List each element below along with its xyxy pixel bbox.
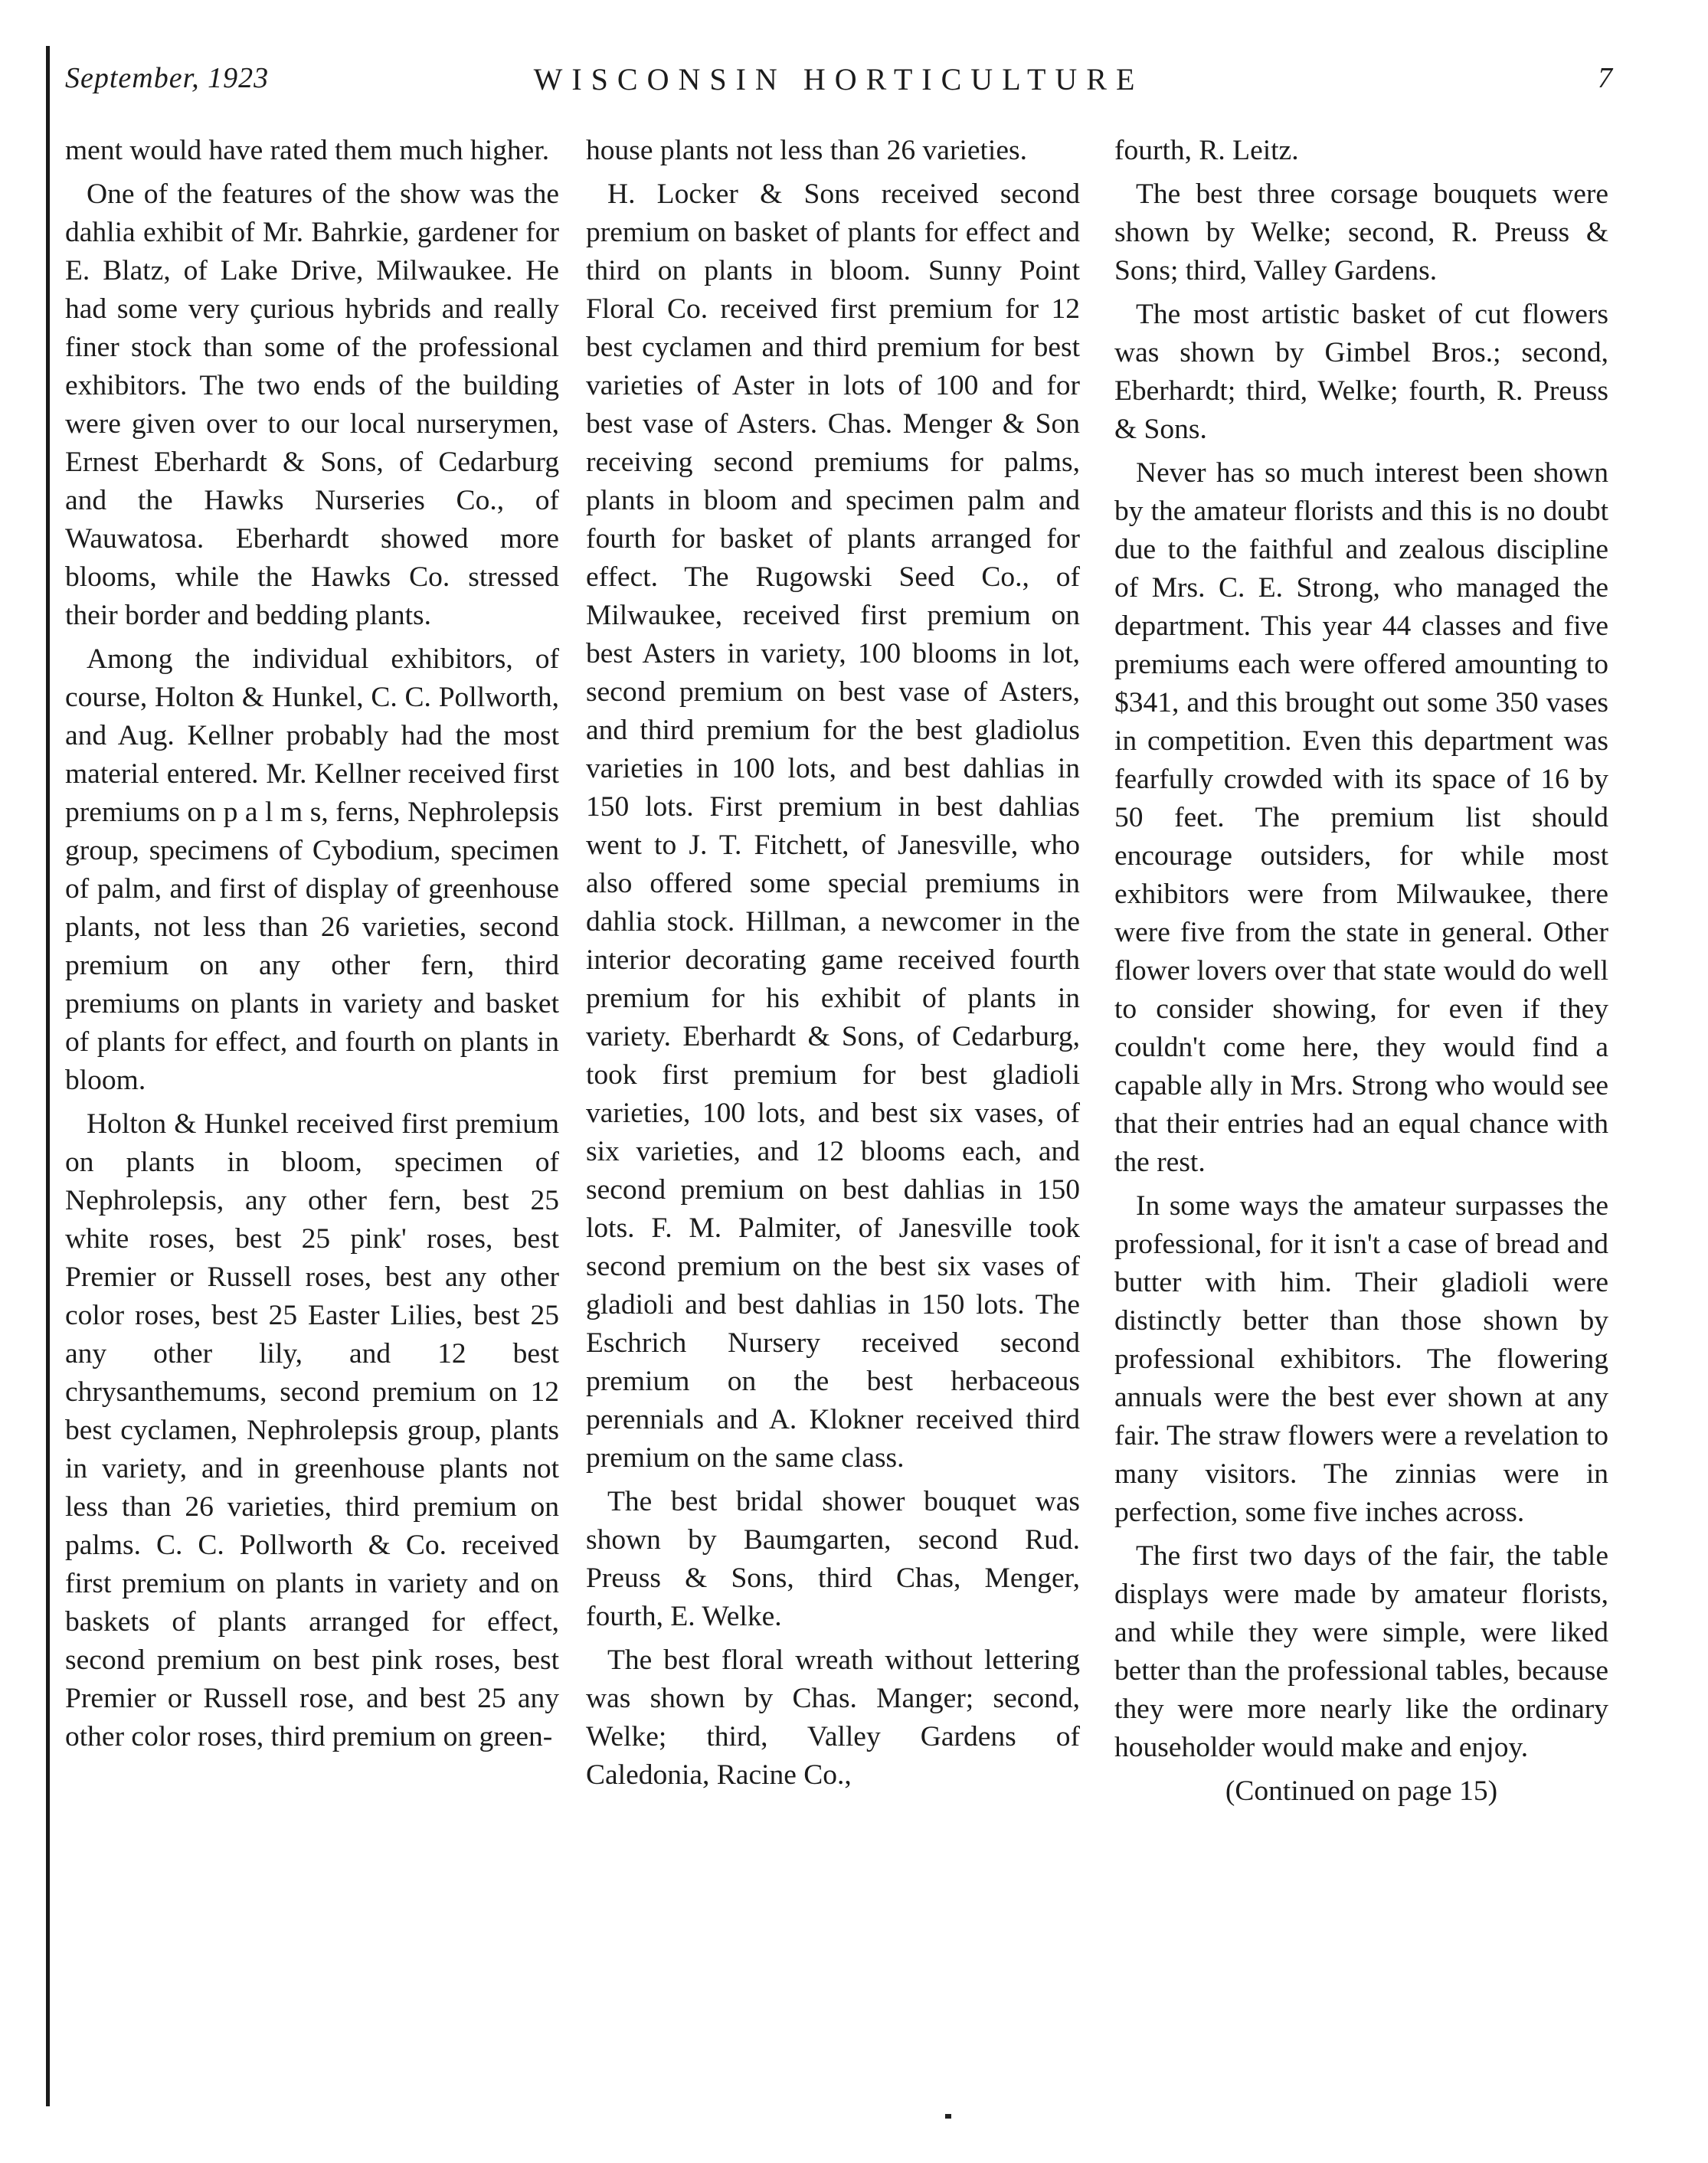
paragraph: The first two days of the fair, the table displays were made by amateur florists, and while they were simple, were liked better than the professional tables, because they were more nearly like the ordinary householder would make and enjoy. xyxy=(1114,1540,1608,1763)
paragraph: The most artistic basket of cut flowers was shown by Gimbel Bros.; second, Eberhardt; third, Welke; fourth, R. Preuss & Sons. xyxy=(1114,299,1608,445)
running-header xyxy=(65,61,1612,115)
paragraph: In some ways the amateur surpasses the professional, for it isn't a case of bread and butter with him. Their gladioli were distinctly better than those shown by professional exhibitors. The flowering annuals were the best ever shown at any fair. The straw flowers were a revelation to many visitors. The zinnias were in perfection, some five inches across. xyxy=(1114,1190,1608,1528)
text-column-1 xyxy=(65,132,559,1762)
text-column-2 xyxy=(586,132,1080,1800)
paragraph: One of the features of the show was the dahlia exhibit of Mr. Bahrkie, gardener for E. Blatz, of Lake Drive, Milwaukee. He had some very çurious hybrids and really finer stock than some of the professional exhibitors. The two ends of the building were given over to our local nurserymen, Ernest Eberhardt & Sons, of Cedarburg and the Hawks Nurseries Co., of Wauwatosa. Eberhardt showed more blooms, while the Hawks Co. stressed their border and bedding plants. xyxy=(65,178,559,631)
paragraph: fourth, R. Leitz. xyxy=(1114,135,1299,166)
paragraph: H. Locker & Sons received second premium on basket of plants for effect and third on plants in bloom. Sunny Point Floral Co. received first premium for 12 best cyclamen and third premium for best varieties of Aster in lots of 100 and for best vase of Asters. Chas. Menger & Son receiving second premiums for palms, plants in bloom and specimen palm and fourth for basket of plants arranged for effect. The Rugowski Seed Co., of Milwaukee, received first premium on best Asters in variety, 100 blooms in lot, second premium on best vase of Asters, and third premium for the best gladiolus varieties in 100 lots, and best dahlias in 150 lots. First premium in best dahlias went to J. T. Fitchett, of Janesville, who also offered some special premiums in dahlia stock. Hillman, a newcomer in the interior decorating game received fourth premium for his exhibit of plants in variety. Eberhardt & Sons, of Cedarburg, took first premium for best gladioli varieties, 100 lots, and best six vases, of six varieties, and 12 blooms each, and second premium on best dahlias in 150 lots. F. M. Palmiter, of Janesville took second premium on the best six vases of gladioli and best dahlias in 150 lots. The Eschrich Nursery received second premium on the best herbaceous perennials and A. Klokner received third premium on the same class. xyxy=(586,178,1080,1474)
paragraph: house plants not less than 26 varieties. xyxy=(586,135,1027,166)
paragraph: Never has so much interest been shown by the amateur florists and this is no doubt due to the faithful and zealous discipline of Mrs. C. E. Strong, who managed the department. This year 44 classes and five premiums each were offered amounting to $341, and this brought out some 350 vases in competition. Even this department was fearfully crowded with its space of 16 by 50 feet. The premium list should encourage outsiders, for while most exhibitors were from Milwaukee, there were five from the state in general. Other flower lovers over that state would do well to consider showing, for even if they couldn't come here, they would find a capable ally in Mrs. Strong who would see that their entries had an equal chance with the rest. xyxy=(1114,457,1608,1178)
paragraph: Among the individual exhibitors, of course, Holton & Hunkel, C. C. Pollworth, and Aug. Kellner probably had the most material entered. Mr. Kellner received first premiums on p a l m s, ferns, Nephrolepsis group, specimens of Cybodium, specimen of palm, and first of display of greenhouse plants, not less than 26 varieties, second premium on any other fern, third premiums on plants in variety and basket of plants for effect, and fourth on plants in bloom. xyxy=(65,643,559,1096)
paragraph: ment would have rated them much higher. xyxy=(65,135,550,166)
print-mark xyxy=(945,2114,951,2119)
continued-note: (Continued on page 15) xyxy=(1225,1775,1498,1807)
paragraph: Holton & Hunkel received first premium on plants in bloom, specimen of Nephrolepsis, any other fern, best 25 white roses, best 25 pink' roses, best Premier or Russell roses, best any other color roses, best 25 Easter Lilies, best 25 any other lily, and 12 best chrysanthemums, second premium on 12 best cyclamen, Nephrolepsis group, plants in variety, and in greenhouse plants not less than 26 varieties, third premium on palms. C. C. Pollworth & Co. received first premium on plants in variety and on baskets of plants arranged for effect, second premium on best pink roses, best Premier or Russell rose, and best 25 any other color roses, third premium on green- xyxy=(65,1108,559,1752)
paragraph: The best three corsage bouquets were shown by Welke; second, R. Preuss & Sons; third, Valley Gardens. xyxy=(1114,178,1608,286)
page-number: 7 xyxy=(1598,62,1612,94)
paragraph: The best bridal shower bouquet was shown by Baumgarten, second Rud. Preuss & Sons, third Chas, Menger, fourth, E. Welke. xyxy=(586,1486,1080,1632)
page-margin-rule xyxy=(46,46,50,2106)
text-column-3 xyxy=(1114,132,1608,1816)
issue-date: September, 1923 xyxy=(65,62,270,94)
publication-title: WISCONSIN HORTICULTURE xyxy=(533,62,1144,97)
paragraph: The best floral wreath without lettering was shown by Chas. Manger; second, Welke; third, Valley Gardens of Caledonia, Racine Co., xyxy=(586,1644,1080,1791)
